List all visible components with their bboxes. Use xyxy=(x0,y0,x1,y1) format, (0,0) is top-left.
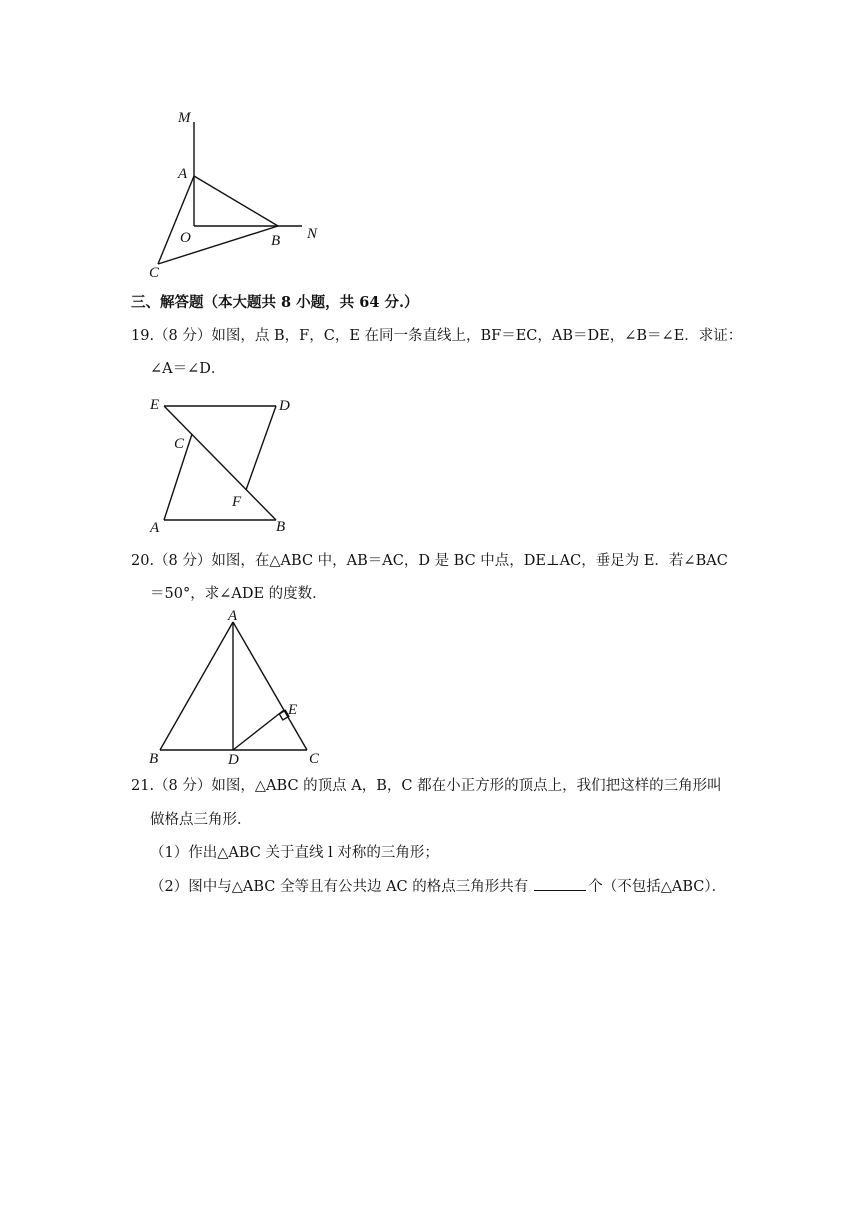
segment-ac xyxy=(233,622,307,750)
label-o: O xyxy=(180,230,191,246)
segment-ab xyxy=(160,622,233,750)
q19-text-line2: ∠A＝∠D． xyxy=(150,361,226,377)
q20-text-line2: ＝50°，求∠ADE 的度数． xyxy=(150,586,327,602)
segment-ab xyxy=(194,176,278,226)
label-b: B xyxy=(276,519,286,535)
label-e: E xyxy=(288,702,298,718)
label-d: D xyxy=(279,398,290,414)
label-d: D xyxy=(228,752,239,768)
segment-ac xyxy=(158,176,194,264)
label-c: C xyxy=(149,265,160,281)
label-b: B xyxy=(149,751,159,767)
label-c: C xyxy=(174,436,185,452)
q21-part2-after: 个（不包括△ABC）． xyxy=(588,879,727,895)
q21-part2 xyxy=(150,876,726,897)
q21-part2-before: （2）图中与△ABC 全等且有公共边 AC 的格点三角形共有 xyxy=(150,879,529,895)
segment-de xyxy=(233,710,284,750)
label-e: E xyxy=(150,397,160,413)
label-f: F xyxy=(232,494,242,510)
label-b: B xyxy=(271,233,281,249)
figure-q19 xyxy=(140,392,310,537)
label-c: C xyxy=(309,751,320,767)
label-a: A xyxy=(178,166,188,182)
q21-part1: （1）作出△ABC 关于直线 l 对称的三角形； xyxy=(150,845,439,861)
q21-text-line2: 做格点三角形． xyxy=(150,812,252,828)
q19-text-line1: 19.（8 分）如图，点 B，F，C，E 在同一条直线上，BF＝EC，AB＝DE，∠B＝∠E．求证： xyxy=(131,328,743,344)
figure-q20 xyxy=(140,606,340,771)
q20-text-line1: 20.（8 分）如图，在△ABC 中，AB＝AC，D 是 BC 中点，DE⊥AC，垂足为 E．若∠BAC xyxy=(131,553,728,569)
segment-cb xyxy=(158,226,281,264)
answer-blank[interactable] xyxy=(534,876,586,891)
section-heading: 三、解答题（本大题共 8 小题，共 64 分.） xyxy=(131,294,419,311)
figure-angle-mon xyxy=(140,100,340,290)
label-a: A xyxy=(228,608,238,624)
segment-eb xyxy=(164,406,276,520)
label-n: N xyxy=(307,226,318,242)
label-a: A xyxy=(150,520,160,536)
label-m: M xyxy=(178,110,191,126)
segment-df xyxy=(246,406,276,490)
q21-text-line1: 21.（8 分）如图，△ABC 的顶点 A，B，C 都在小正方形的顶点上，我们把这样的三角形叫 xyxy=(131,778,722,794)
